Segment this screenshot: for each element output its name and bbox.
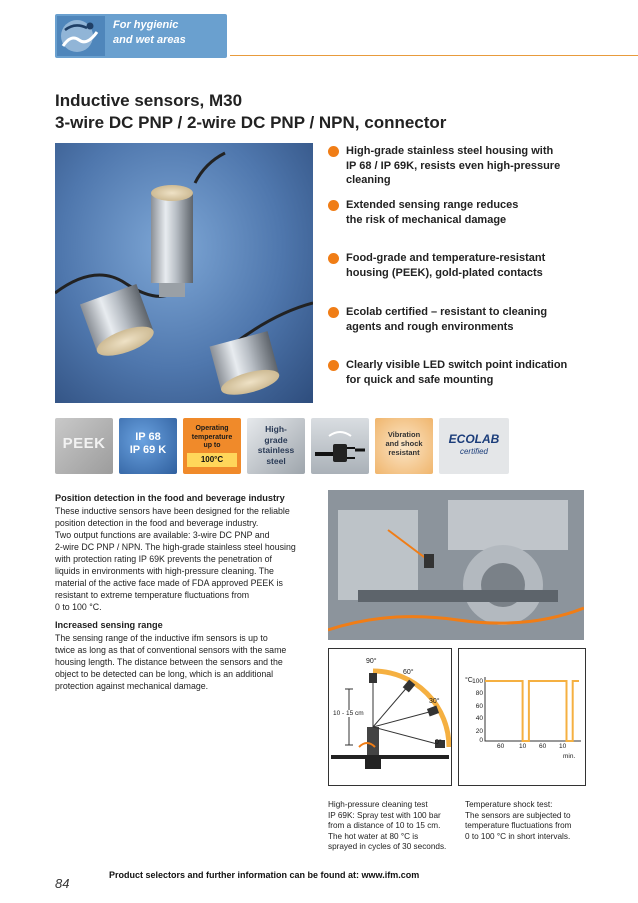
header-rule bbox=[230, 55, 638, 56]
x-unit-label: min. bbox=[563, 753, 576, 760]
caption-line: High-pressure cleaning test bbox=[328, 800, 428, 809]
feature-line: housing (PEEK), gold-plated contacts bbox=[346, 266, 543, 279]
sensor-illustration bbox=[55, 143, 313, 403]
orange-bullet-icon bbox=[328, 360, 339, 371]
vibration-resistant-icon bbox=[375, 418, 433, 474]
factory-photo bbox=[328, 490, 584, 640]
angle-0-label: 0° bbox=[435, 739, 442, 746]
ip-label-1: IP 68 bbox=[135, 431, 161, 443]
y-tick-label: 80 bbox=[475, 690, 483, 697]
body-text bbox=[55, 490, 310, 698]
temperature-shock-chart bbox=[458, 648, 586, 786]
temperature-test-caption bbox=[465, 800, 590, 842]
caption-line: sprayed in cycles of 30 seconds. bbox=[328, 842, 447, 851]
certification-icon-strip bbox=[55, 418, 565, 474]
caption-line: from a distance of 10 to 15 cm. bbox=[328, 821, 441, 830]
x-tick-label: 10 bbox=[559, 743, 567, 750]
y-tick-label: 20 bbox=[475, 728, 483, 735]
paragraph-line: protection against mechanical damage. bbox=[55, 681, 209, 691]
feature-line: agents and rough environments bbox=[346, 320, 514, 333]
feature-line: for quick and safe mounting bbox=[346, 373, 494, 386]
spray-test-diagram bbox=[328, 648, 452, 786]
paragraph-line: object to be detected can be long, which is an additional bbox=[55, 669, 274, 679]
paragraph-line: resistant to extreme temperature fluctuations from bbox=[55, 590, 250, 600]
page-title bbox=[55, 90, 615, 134]
temperature-series-line bbox=[485, 681, 579, 741]
paragraph bbox=[55, 505, 310, 613]
temp-label-1: Operating bbox=[195, 425, 229, 432]
feature-line: IP 68 / IP 69K, resists even high-pressure bbox=[346, 159, 561, 172]
paragraph-line: 2-wire DC PNP / NPN. The high-grade stainless steel housing bbox=[55, 542, 296, 552]
paragraph-line: twice as long as that of conventional sensors with the same bbox=[55, 645, 287, 655]
badge-line-1: For hygienic bbox=[113, 19, 179, 31]
peek-label: PEEK bbox=[62, 435, 106, 452]
feature-line: Food-grade and temperature-resistant bbox=[346, 252, 546, 264]
ecolab-sublabel: certified bbox=[459, 447, 488, 456]
y-unit-label: °C bbox=[465, 677, 473, 684]
ecolab-certified-icon bbox=[439, 418, 509, 474]
caption-line: The sensors are subjected to bbox=[465, 810, 571, 820]
caption-line: IP 69K: Spray test with 100 bar bbox=[328, 810, 441, 820]
wave-figure-icon bbox=[57, 16, 105, 56]
angle-60-label: 60° bbox=[403, 669, 414, 676]
caption-line: Temperature shock test: bbox=[465, 800, 553, 809]
category-badge bbox=[55, 14, 227, 58]
paragraph-line: 0 to 100 °C. bbox=[55, 602, 102, 612]
section-heading: Increased sensing range bbox=[55, 620, 163, 630]
feature-line: cleaning bbox=[346, 174, 391, 186]
caption-line: 0 to 100 °C in short intervals. bbox=[465, 831, 571, 841]
steel-label-2: grade bbox=[264, 434, 288, 445]
paragraph-line: Two output functions are available: 3-wire DC PNP and bbox=[55, 530, 270, 540]
title-line-2: 3-wire DC PNP / 2-wire DC PNP / NPN, connector bbox=[55, 113, 447, 132]
vib-label-1: Vibration bbox=[387, 430, 421, 439]
spray-test-caption bbox=[328, 800, 453, 853]
page-number: 84 bbox=[55, 876, 70, 891]
paragraph-line: liquids in environments with high-pressure cleaning. The bbox=[55, 566, 274, 576]
distance-label: 10 - 15 cm bbox=[333, 710, 364, 717]
orange-bullet-icon bbox=[328, 253, 339, 264]
feature-line: Ecolab certified – resistant to cleaning bbox=[346, 306, 548, 318]
machinery-illustration bbox=[328, 490, 584, 640]
orange-bullet-icon bbox=[328, 200, 339, 211]
section-heading: Position detection in the food and beverage industry bbox=[55, 493, 285, 503]
steel-label-1: High- bbox=[265, 424, 287, 434]
temp-label-2: temperature bbox=[191, 433, 233, 441]
orange-bullet-icon bbox=[328, 146, 339, 157]
ecolab-label: ECOLAB bbox=[448, 432, 500, 446]
y-tick-label: 60 bbox=[475, 703, 483, 710]
x-tick-label: 10 bbox=[519, 743, 527, 750]
y-tick-label: 100 bbox=[472, 678, 483, 685]
temp-value: 100°C bbox=[200, 455, 224, 464]
footer-note: Product selectors and further information can be found at: www.ifm.com bbox=[109, 870, 420, 880]
caption-line: temperature fluctuations from bbox=[465, 821, 572, 830]
paragraph-line: with protection rating IP 69K prevents the penetration of bbox=[55, 554, 272, 564]
feature-line: High-grade stainless steel housing with bbox=[346, 145, 554, 157]
connector-icon bbox=[311, 418, 369, 474]
product-photo bbox=[55, 143, 313, 403]
feature-line: the risk of mechanical damage bbox=[346, 213, 507, 226]
paragraph-line: position detection in the food and beverage industry. bbox=[55, 518, 259, 528]
steel-label-4: steel bbox=[266, 455, 286, 466]
temperature-icon bbox=[183, 418, 241, 474]
angle-90-label: 90° bbox=[366, 658, 377, 665]
paragraph-line: material of the active face made of FDA approved PEEK is bbox=[55, 578, 283, 588]
title-line-1: Inductive sensors, M30 bbox=[55, 91, 243, 110]
ip-rating-icon bbox=[119, 418, 177, 474]
feature-line: Clearly visible LED switch point indication bbox=[346, 359, 568, 371]
feature-line: Extended sensing range reduces bbox=[346, 199, 519, 211]
badge-text bbox=[113, 18, 186, 48]
x-tick-label: 60 bbox=[539, 743, 547, 750]
ip-label-2: IP 69 K bbox=[129, 444, 167, 456]
x-tick-label: 60 bbox=[497, 743, 505, 750]
caption-line: The hot water at 80 °C is bbox=[328, 831, 419, 841]
angle-30-label: 30° bbox=[429, 698, 440, 705]
vib-label-2: and shock bbox=[385, 439, 423, 448]
peek-material-icon bbox=[55, 418, 113, 474]
temp-value-bar bbox=[187, 453, 237, 467]
badge-line-2: and wet areas bbox=[113, 34, 186, 46]
y-tick-label: 40 bbox=[475, 715, 483, 722]
orange-bullet-icon bbox=[328, 307, 339, 318]
steel-label-3: stainless bbox=[257, 445, 295, 455]
paragraph-line: housing length. The distance between the sensors and the bbox=[55, 657, 283, 667]
temp-label-3: up to bbox=[203, 442, 221, 449]
paragraph-line: The sensing range of the inductive ifm sensors is up to bbox=[55, 633, 268, 643]
paragraph bbox=[55, 632, 310, 692]
paragraph-line: These inductive sensors have been designed for the reliable bbox=[55, 506, 290, 516]
y-tick-label: 0 bbox=[479, 737, 483, 744]
stainless-steel-icon bbox=[247, 418, 305, 474]
vib-label-3: resistant bbox=[388, 448, 420, 457]
